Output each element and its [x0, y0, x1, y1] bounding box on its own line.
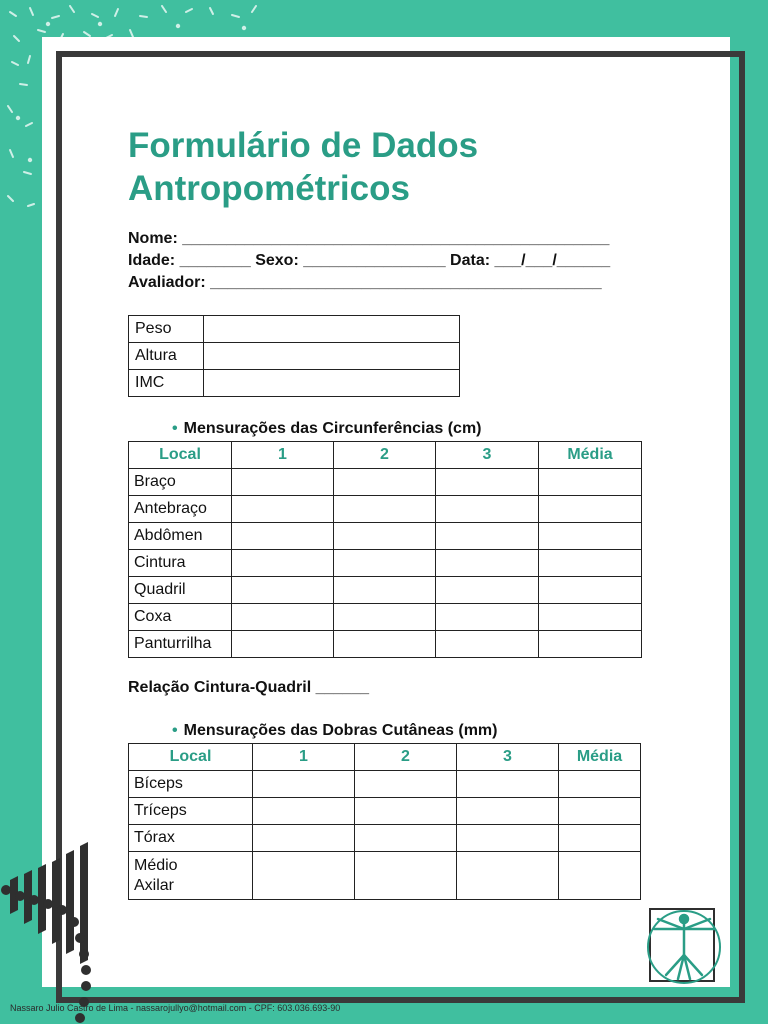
cell[interactable] — [334, 469, 436, 496]
header-media: Média — [559, 744, 641, 771]
row-label: Tórax — [129, 825, 253, 852]
cell[interactable] — [539, 469, 642, 496]
row-label: Tríceps — [129, 798, 253, 825]
imc-value-cell[interactable] — [204, 370, 460, 397]
cell[interactable] — [559, 798, 641, 825]
circunferencias-heading-text: Mensurações das Circunferências (cm) — [183, 420, 482, 437]
row-label: Cintura — [129, 550, 232, 577]
dobras-heading-text: Mensurações das Dobras Cutâneas (mm) — [183, 722, 498, 739]
cell[interactable] — [253, 852, 355, 900]
cell[interactable] — [559, 852, 641, 900]
table-header-row — [129, 442, 642, 469]
bullet-icon: • — [172, 420, 178, 437]
cell[interactable] — [436, 604, 539, 631]
cell[interactable] — [334, 577, 436, 604]
title-line-2: Antropométricos — [128, 169, 410, 208]
bullet-icon: • — [172, 722, 178, 739]
cell[interactable] — [253, 798, 355, 825]
cell[interactable] — [355, 771, 457, 798]
cell[interactable] — [355, 825, 457, 852]
row-label-line-2: Axilar — [134, 876, 175, 894]
cell[interactable] — [334, 550, 436, 577]
table-row — [129, 604, 642, 631]
cell[interactable] — [334, 523, 436, 550]
cell[interactable] — [457, 771, 559, 798]
row-label: Bíceps — [129, 771, 253, 798]
row-label: Panturrilha — [129, 631, 232, 658]
cell[interactable] — [232, 523, 334, 550]
table-row — [129, 631, 642, 658]
altura-value-cell[interactable] — [204, 343, 460, 370]
table-row — [129, 316, 460, 343]
table-row — [129, 469, 642, 496]
relacao-cintura-quadril[interactable]: Relação Cintura-Quadril ______ — [128, 679, 369, 696]
header-3: 3 — [457, 744, 559, 771]
cell[interactable] — [334, 496, 436, 523]
cell[interactable] — [232, 469, 334, 496]
cell[interactable] — [232, 577, 334, 604]
row-label: Quadril — [129, 577, 232, 604]
table-row — [129, 577, 642, 604]
circunferencias-heading — [172, 420, 482, 438]
header-3: 3 — [436, 442, 539, 469]
idade-sexo-data-line[interactable]: Idade: ________ Sexo: ________________ Data: ___/___/______ — [128, 252, 611, 269]
header-local: Local — [129, 442, 232, 469]
row-label: Abdômen — [129, 523, 232, 550]
cell[interactable] — [232, 604, 334, 631]
stripes-dots-decoration — [0, 840, 110, 1024]
cell[interactable] — [539, 523, 642, 550]
cell[interactable] — [436, 469, 539, 496]
avaliador-field-line[interactable]: Avaliador: ____________________________________________ — [128, 274, 602, 291]
table-row — [129, 852, 641, 900]
row-label-imc: IMC — [129, 370, 204, 397]
cell[interactable] — [355, 798, 457, 825]
cell[interactable] — [334, 631, 436, 658]
dobras-table — [128, 743, 641, 900]
table-header-row — [129, 744, 641, 771]
table-row — [129, 825, 641, 852]
header-local: Local — [129, 744, 253, 771]
cell[interactable] — [436, 631, 539, 658]
row-label-line-1: Médio — [134, 856, 178, 874]
page-title — [128, 124, 668, 210]
cell[interactable] — [436, 550, 539, 577]
row-label: Antebraço — [129, 496, 232, 523]
nome-field-line[interactable]: Nome: ________________________________________________ — [128, 230, 610, 247]
cell[interactable] — [334, 604, 436, 631]
row-label-peso: Peso — [129, 316, 204, 343]
vitruvian-man-icon — [644, 905, 724, 985]
header-media: Média — [539, 442, 642, 469]
row-label: Coxa — [129, 604, 232, 631]
peso-value-cell[interactable] — [204, 316, 460, 343]
cell[interactable] — [539, 604, 642, 631]
cell[interactable] — [539, 631, 642, 658]
table-row — [129, 370, 460, 397]
cell[interactable] — [559, 825, 641, 852]
header-1: 1 — [232, 442, 334, 469]
header-2: 2 — [355, 744, 457, 771]
basic-measures-table — [128, 315, 460, 397]
table-row — [129, 523, 642, 550]
dobras-heading — [172, 722, 497, 740]
cell[interactable] — [457, 825, 559, 852]
cell[interactable] — [232, 496, 334, 523]
cell[interactable] — [436, 496, 539, 523]
cell[interactable] — [436, 523, 539, 550]
cell[interactable] — [253, 771, 355, 798]
cell[interactable] — [232, 631, 334, 658]
title-line-1: Formulário de Dados — [128, 126, 479, 165]
cell[interactable] — [539, 496, 642, 523]
cell[interactable] — [457, 798, 559, 825]
footer-credit: Nassaro Julio Castro de Lima - nassarojullyo@hotmail.com - CPF: 603.036.693-90 — [10, 1003, 341, 1013]
table-row — [129, 550, 642, 577]
header-1: 1 — [253, 744, 355, 771]
row-label-altura: Altura — [129, 343, 204, 370]
row-label — [129, 852, 253, 900]
cell[interactable] — [436, 577, 539, 604]
cell[interactable] — [253, 825, 355, 852]
table-row — [129, 771, 641, 798]
table-row — [129, 496, 642, 523]
cell[interactable] — [355, 852, 457, 900]
header-2: 2 — [334, 442, 436, 469]
table-row — [129, 798, 641, 825]
cell[interactable] — [559, 771, 641, 798]
circunferencias-table — [128, 441, 642, 658]
cell[interactable] — [232, 550, 334, 577]
row-label: Braço — [129, 469, 232, 496]
cell[interactable] — [457, 852, 559, 900]
cell[interactable] — [539, 550, 642, 577]
table-row — [129, 343, 460, 370]
cell[interactable] — [539, 577, 642, 604]
